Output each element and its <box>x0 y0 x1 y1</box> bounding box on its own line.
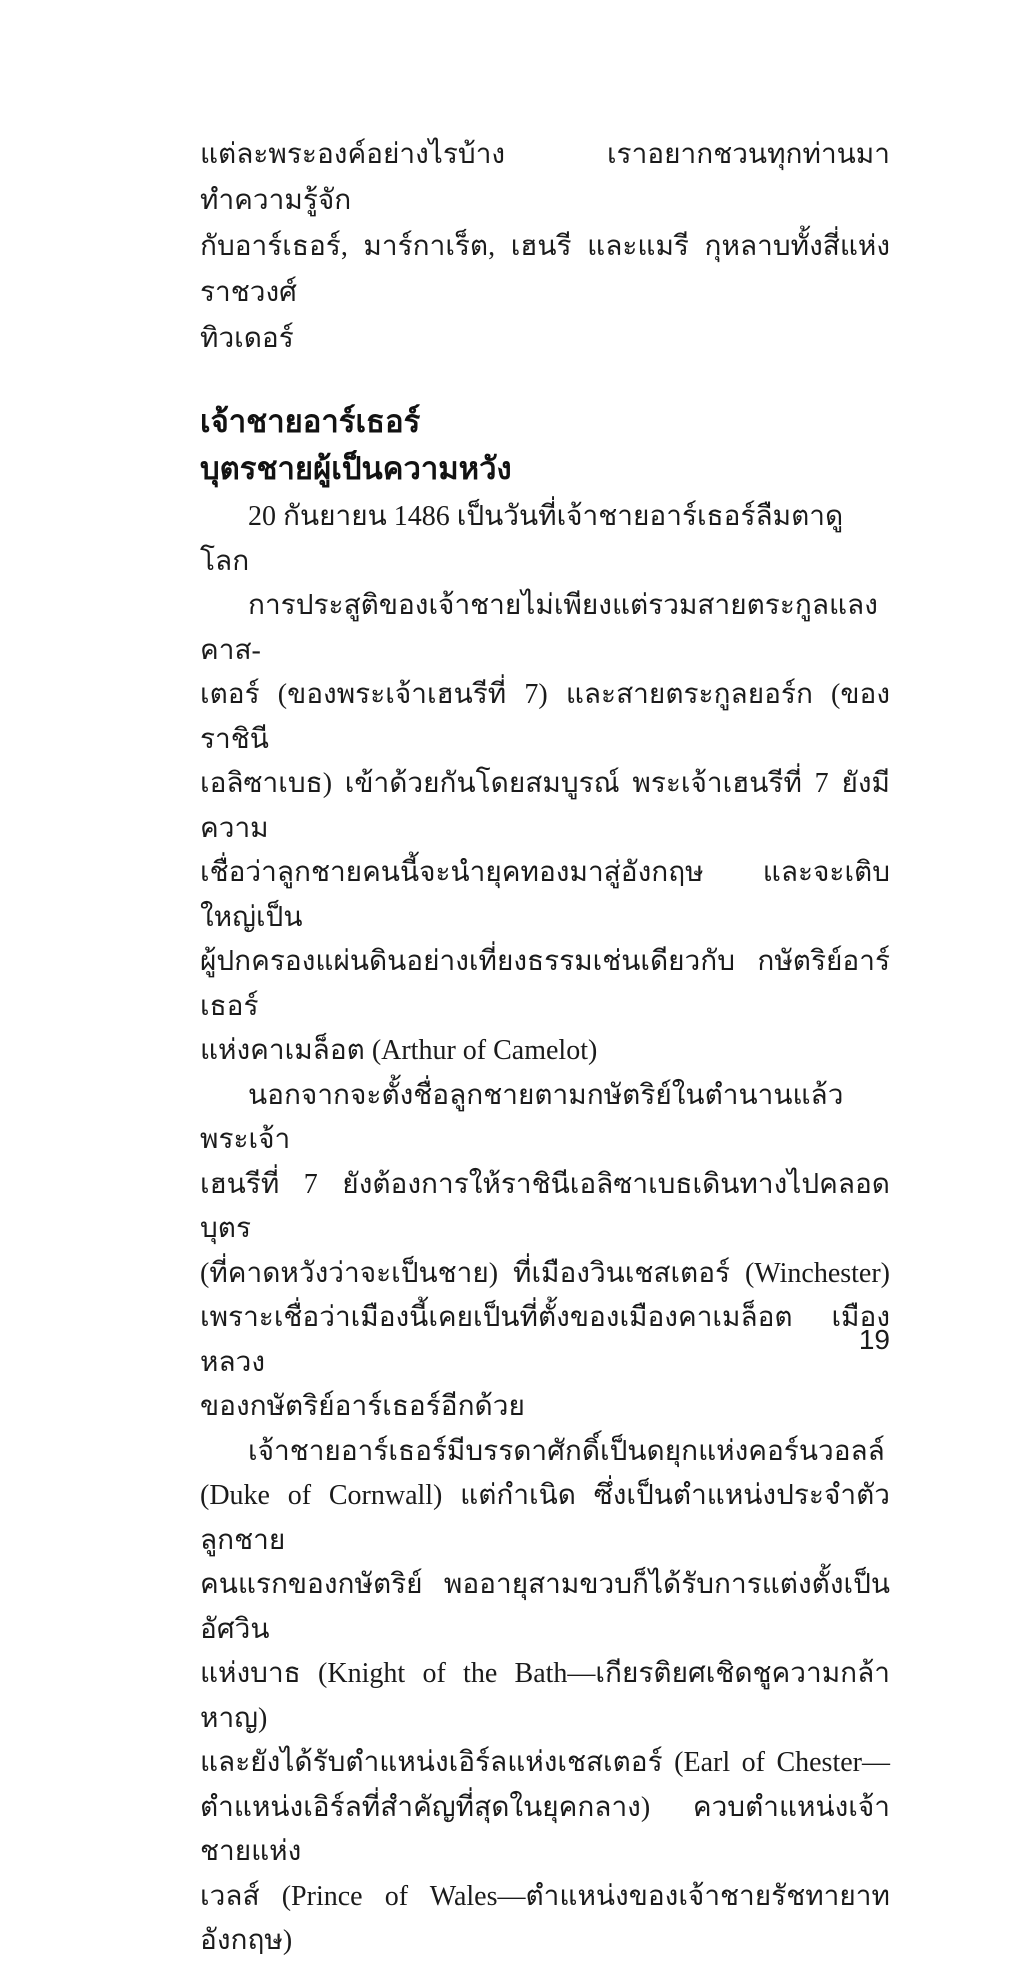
text-line: ผู้ปกครองแผ่นดินอย่างเที่ยงธรรมเช่นเดียวกับ กษัตริย์อาร์เธอร์ <box>200 946 890 1022</box>
text-line: เตอร์ (ของพระเจ้าเฮนรีที่ 7) และสายตระกูลยอร์ก (ของราชินี <box>200 679 890 755</box>
text-line: และยังได้รับตำแหน่งเอิร์ลแห่งเชสเตอร์ (Earl of Chester— <box>200 1747 890 1778</box>
text-line: เพราะเชื่อว่าเมืองนี้เคยเป็นที่ตั้งของเมืองคาเมล็อต เมืองหลวง <box>200 1302 890 1378</box>
page-text-block <box>200 0 890 1964</box>
text-line: แห่งคาเมล็อต (Arthur of Camelot) <box>200 1035 598 1066</box>
page-number: 19 <box>858 1324 890 1355</box>
text-line: นอกจากจะตั้งชื่อลูกชายตามกษัตริย์ในตำนานแล้ว พระเจ้า <box>200 1079 844 1155</box>
text-line: (Duke of Cornwall) แต่กำเนิด ซึ่งเป็นตำแหน่งประจำตัวลูกชาย <box>200 1480 890 1556</box>
section-subheading: บุตรชายผู้เป็นความหวัง <box>200 451 512 486</box>
text-line: ของกษัตริย์อาร์เธอร์อีกด้วย <box>200 1391 525 1422</box>
section-heading-block <box>200 398 890 492</box>
text-line: กับอาร์เธอร์, มาร์กาเร็ต, เฮนรี และแมรี กุหลาบทั้งสี่แห่งราชวงศ์ <box>200 231 890 308</box>
text-line: เวลส์ (Prince of Wales—ตำแหน่งของเจ้าชายรัชทายาทอังกฤษ) <box>200 1880 890 1956</box>
section-heading: เจ้าชายอาร์เธอร์ <box>200 404 421 439</box>
text-line: แห่งบาธ (Knight of the Bath—เกียรติยศเชิดชูความกล้าหาญ) <box>200 1658 890 1734</box>
text-line: คนแรกของกษัตริย์ พออายุสามขวบก็ได้รับการแต่งตั้งเป็นอัศวิน <box>200 1569 890 1645</box>
text-line: การประสูติของเจ้าชายไม่เพียงแต่รวมสายตระกูลแลงคาส- <box>200 590 878 666</box>
text-line: ตำแหน่งเอิร์ลที่สำคัญที่สุดในยุคกลาง) ควบตำแหน่งเจ้าชายแห่ง <box>200 1791 890 1867</box>
intro-paragraph <box>200 132 890 362</box>
text-line: (ที่คาดหวังว่าจะเป็นชาย) ที่เมืองวินเชสเตอร์ (Winchester) <box>200 1257 890 1289</box>
text-line: ทิวเดอร์ <box>200 323 294 354</box>
body-paragraphs <box>200 495 890 1964</box>
text-line: 20 กันยายน 1486 เป็นวันที่เจ้าชายอาร์เธอร์ลืมตาดูโลก <box>200 501 844 577</box>
text-line: แต่ละพระองค์อย่างไรบ้าง เราอยากชวนทุกท่านมาทำความรู้จัก <box>200 139 890 216</box>
text-line: เชื่อว่าลูกชายคนนี้จะนำยุคทองมาสู่อังกฤษ และจะเติบใหญ่เป็น <box>200 857 890 933</box>
text-line: เอลิซาเบธ) เข้าด้วยกันโดยสมบูรณ์ พระเจ้าเฮนรีที่ 7 ยังมีความ <box>200 768 890 844</box>
text-line: เฮนรีที่ 7 ยังต้องการให้ราชินีเอลิซาเบธเดินทางไปคลอดบุตร <box>200 1168 890 1244</box>
text-line: เจ้าชายอาร์เธอร์มีบรรดาศักดิ์เป็นดยุกแห่งคอร์นวอลล์ <box>248 1435 885 1467</box>
